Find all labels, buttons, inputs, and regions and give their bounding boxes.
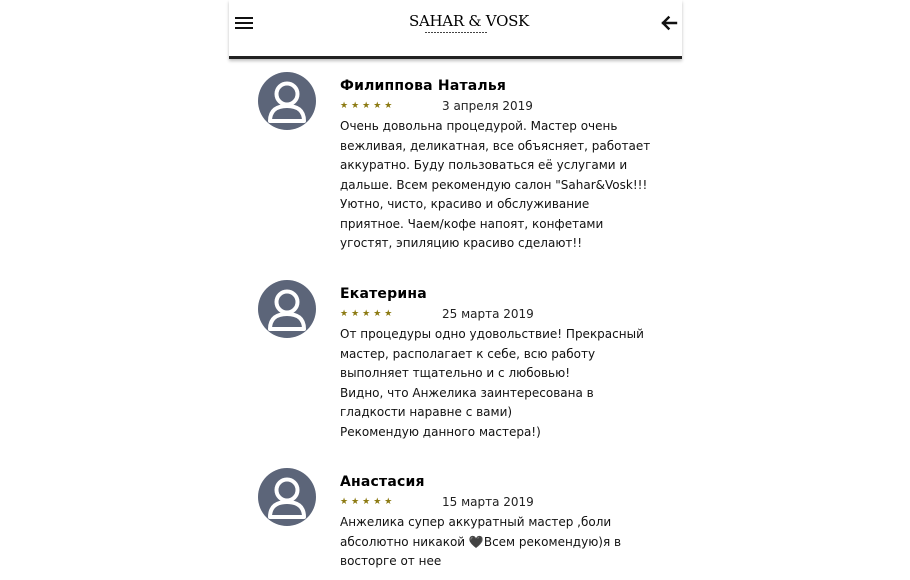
star-icon: ★★★★★ xyxy=(340,101,396,111)
review-date: 3 апреля 2019 xyxy=(442,99,533,113)
review-text: От процедуры одно удовольствие! Прекрасный мастер, располагает к себе, всю работу выполняет тщательно и с любовью! Видно, что Анжелика заинтересована в гладкости наравне с вами) Рекомендую данного мастера!) xyxy=(340,327,644,439)
arrow-left-icon[interactable] xyxy=(660,14,678,32)
review-text: Очень довольна процедурой. Мастер очень вежливая, деликатная, все объясняет, работает аккуратно. Буду пользоваться её услугами и дальше. Всем рекомендую салон "Sahar&Vosk!!! Уютно, чисто, красиво и обслуживание приятное. Чаем/кофе напоят, конфетами угостят, эпиляцию красиво сделают!! xyxy=(340,119,651,250)
review-meta xyxy=(340,306,670,322)
brand-logo[interactable] xyxy=(409,12,529,33)
star-icon: ★★★★★ xyxy=(340,309,396,319)
review-text: Анжелика супер аккуратный мастер ,боли абсолютно никакой 🖤Всем рекомендую)я в восторге от нее xyxy=(340,515,622,568)
review-body xyxy=(340,468,670,572)
star-icon: ★★★★★ xyxy=(340,497,396,507)
user-avatar-icon xyxy=(258,280,316,338)
hamburger-menu-icon[interactable] xyxy=(235,17,253,31)
logo-tagline-line xyxy=(425,32,487,33)
top-header xyxy=(229,0,682,59)
user-avatar-icon xyxy=(258,72,316,130)
logo-text: SAHAR & VOSK xyxy=(409,12,529,30)
review-meta xyxy=(340,494,670,510)
review-meta xyxy=(340,98,670,114)
reviewer-name: Анастасия xyxy=(340,474,425,490)
review-date: 25 марта 2019 xyxy=(442,307,534,321)
user-avatar-icon xyxy=(258,468,316,526)
app-window xyxy=(229,0,682,580)
review-date: 15 марта 2019 xyxy=(442,495,534,509)
reviewer-name: Филиппова Наталья xyxy=(340,78,507,94)
reviewer-name: Екатерина xyxy=(340,286,427,302)
review-body xyxy=(340,72,670,254)
review-body xyxy=(340,280,670,442)
